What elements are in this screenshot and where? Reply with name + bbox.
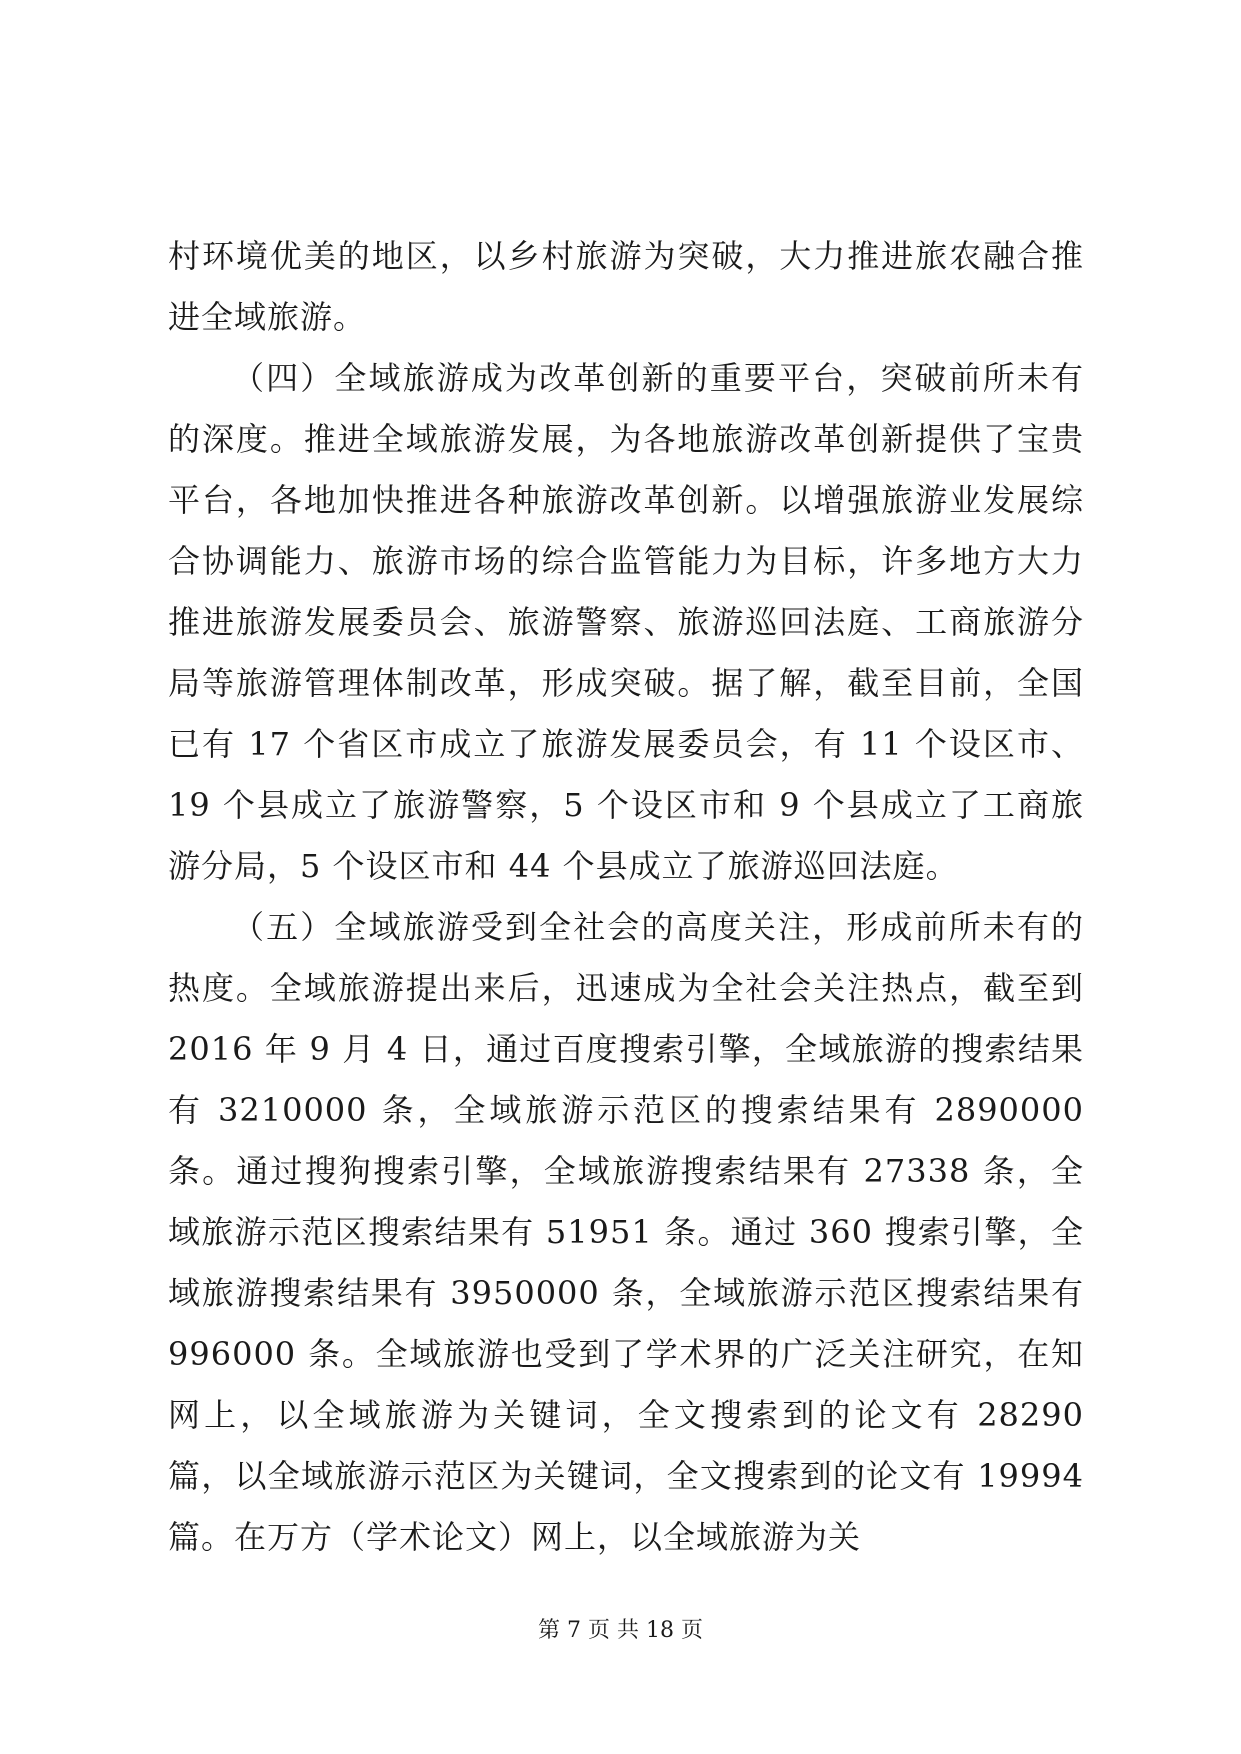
- document-body: [168, 226, 1084, 1568]
- paragraph-continuation: 村环境优美的地区，以乡村旅游为突破，大力推进旅农融合推进全域旅游。: [168, 237, 1084, 336]
- page-number-label: 第 7 页 共 18 页: [538, 1618, 703, 1643]
- page-footer: [0, 1617, 1241, 1645]
- paragraph-section-five: （五）全域旅游受到全社会的高度关注，形成前所未有的热度。全域旅游提出来后，迅速成为全社会关注热点，截至到 2016 年 9 月 4 日，通过百度搜索引擎，全域旅游的搜索结果有 3210000 条，全域旅游示范区的搜索结果有 2890000 条。通过搜狗搜索引擎，全域旅游搜索结果有 27338 条，全域旅游示范区搜索结果有 51951 条。通过 360 搜索引擎，全域旅游搜索结果有 3950000 条，全域旅游示范区搜索结果有 996000 条。全域旅游也受到了学术界的广泛关注研究，在知网上，以全域旅游为关键词，全文搜索到的论文有 28290 篇，以全域旅游示范区为关键词，全文搜索到的论文有 19994 篇。在万方（学术论文）网上，以全域旅游为关: [168, 908, 1084, 1556]
- paragraph-section-four: （四）全域旅游成为改革创新的重要平台，突破前所未有的深度。推进全域旅游发展，为各地旅游改革创新提供了宝贵平台，各地加快推进各种旅游改革创新。以增强旅游业发展综合协调能力、旅游市场的综合监管能力为目标，许多地方大力推进旅游发展委员会、旅游警察、旅游巡回法庭、工商旅游分局等旅游管理体制改革，形成突破。据了解，截至目前，全国已有 17 个省区市成立了旅游发展委员会，有 11 个设区市、19 个县成立了旅游警察，5 个设区市和 9 个县成立了工商旅游分局，5 个设区市和 44 个县成立了旅游巡回法庭。: [168, 359, 1084, 885]
